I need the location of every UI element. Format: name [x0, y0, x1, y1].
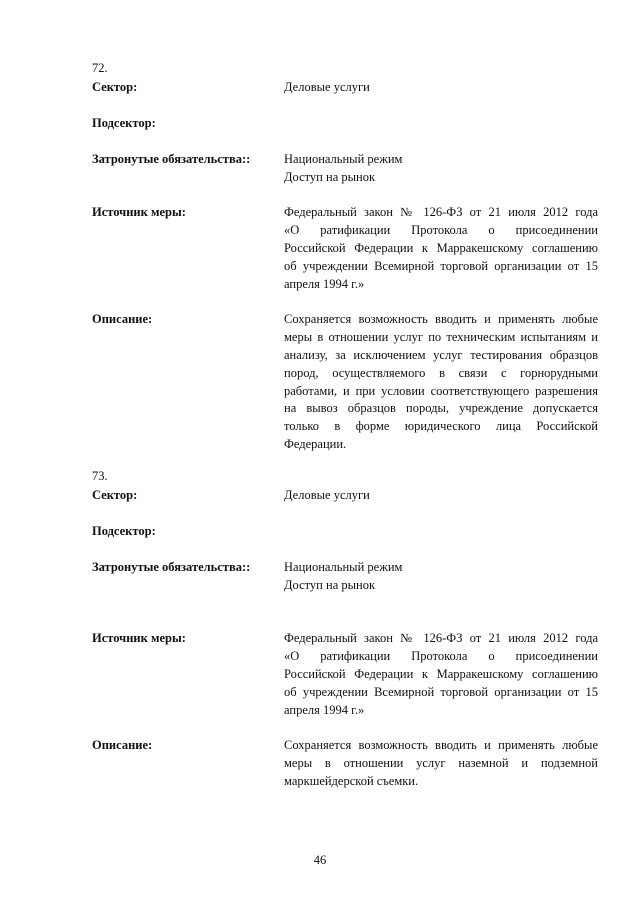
description-line: Сохраняется возможность вводить и применять любые: [284, 738, 598, 753]
sector-value: Деловые услуги: [284, 488, 370, 502]
description-line: работами, и при условии соответствующего разрешения: [284, 383, 598, 398]
description-line: меры в отношении услуг наземной и подземной: [284, 756, 598, 771]
description-line: Федерации.: [284, 436, 347, 451]
description-line: пород, осуществляемого в связи с горнорудными: [284, 365, 598, 380]
obligations-row: [92, 151, 598, 187]
description-line: только в форме юридического лица Российской: [284, 419, 598, 434]
entry-72: [92, 60, 598, 454]
source-line: апреля 1994 г.»: [284, 702, 365, 717]
description-value: [284, 737, 598, 790]
description-line: на вывоз образцов породы, учреждение допускается: [284, 401, 598, 416]
description-label: Описание:: [92, 738, 153, 753]
obligations-row: [92, 559, 598, 595]
page-number: 46: [313, 853, 327, 867]
subsector-row: [92, 523, 598, 540]
source-line: «О ратификации Протокола о присоединении: [284, 223, 598, 238]
source-line: «О ратификации Протокола о присоединении: [284, 649, 598, 664]
entry-number: 73.: [92, 469, 108, 483]
obligation-item: Доступ на рынок: [284, 577, 376, 592]
obligation-item: Национальный режим: [284, 151, 403, 166]
source-value: [284, 204, 598, 293]
subsector-label: Подсектор:: [92, 523, 156, 538]
source-row: [92, 204, 598, 293]
subsector-row: [92, 115, 598, 132]
description-label: Описание:: [92, 312, 153, 327]
obligation-item: Доступ на рынок: [284, 169, 376, 184]
source-line: Федеральный закон № 126-ФЗ от 21 июля 2012 года: [284, 631, 598, 646]
source-label: Источник меры:: [92, 205, 186, 220]
entry-number: 72.: [92, 61, 108, 75]
source-line: апреля 1994 г.»: [284, 276, 365, 291]
description-line: меры в отношении услуг по техническим испытаниям и: [284, 330, 598, 345]
sector-row: [92, 79, 598, 97]
source-line: об учреждении Всемирной торговой организации от 15: [284, 258, 598, 273]
source-line: об учреждении Всемирной торговой организации от 15: [284, 684, 598, 699]
obligations-value: [284, 559, 598, 595]
obligation-item: Национальный режим: [284, 559, 403, 574]
source-row: [92, 630, 598, 719]
description-value: [284, 311, 598, 453]
obligations-label: Затронутые обязательства::: [92, 151, 251, 166]
sector-row: [92, 487, 598, 505]
source-line: Федеральный закон № 126-ФЗ от 21 июля 2012 года: [284, 205, 598, 220]
sector-label: Сектор:: [92, 488, 138, 502]
source-line: Российской Федерации к Марракешскому соглашению: [284, 240, 598, 255]
source-value: [284, 630, 598, 719]
entry-73: [92, 468, 598, 791]
obligations-label: Затронутые обязательства::: [92, 559, 251, 574]
description-line: анализу, за исключением услуг тестирования образцов: [284, 347, 598, 362]
description-line: маркшейдерской съемки.: [284, 773, 419, 788]
source-label: Источник меры:: [92, 631, 186, 646]
obligations-value: [284, 151, 598, 187]
sector-value: Деловые услуги: [284, 80, 370, 94]
source-line: Российской Федерации к Марракешскому соглашению: [284, 666, 598, 681]
description-row: [92, 737, 598, 790]
subsector-label: Подсектор:: [92, 115, 156, 130]
description-row: [92, 311, 598, 453]
sector-label: Сектор:: [92, 80, 138, 94]
description-line: Сохраняется возможность вводить и применять любые: [284, 312, 598, 327]
